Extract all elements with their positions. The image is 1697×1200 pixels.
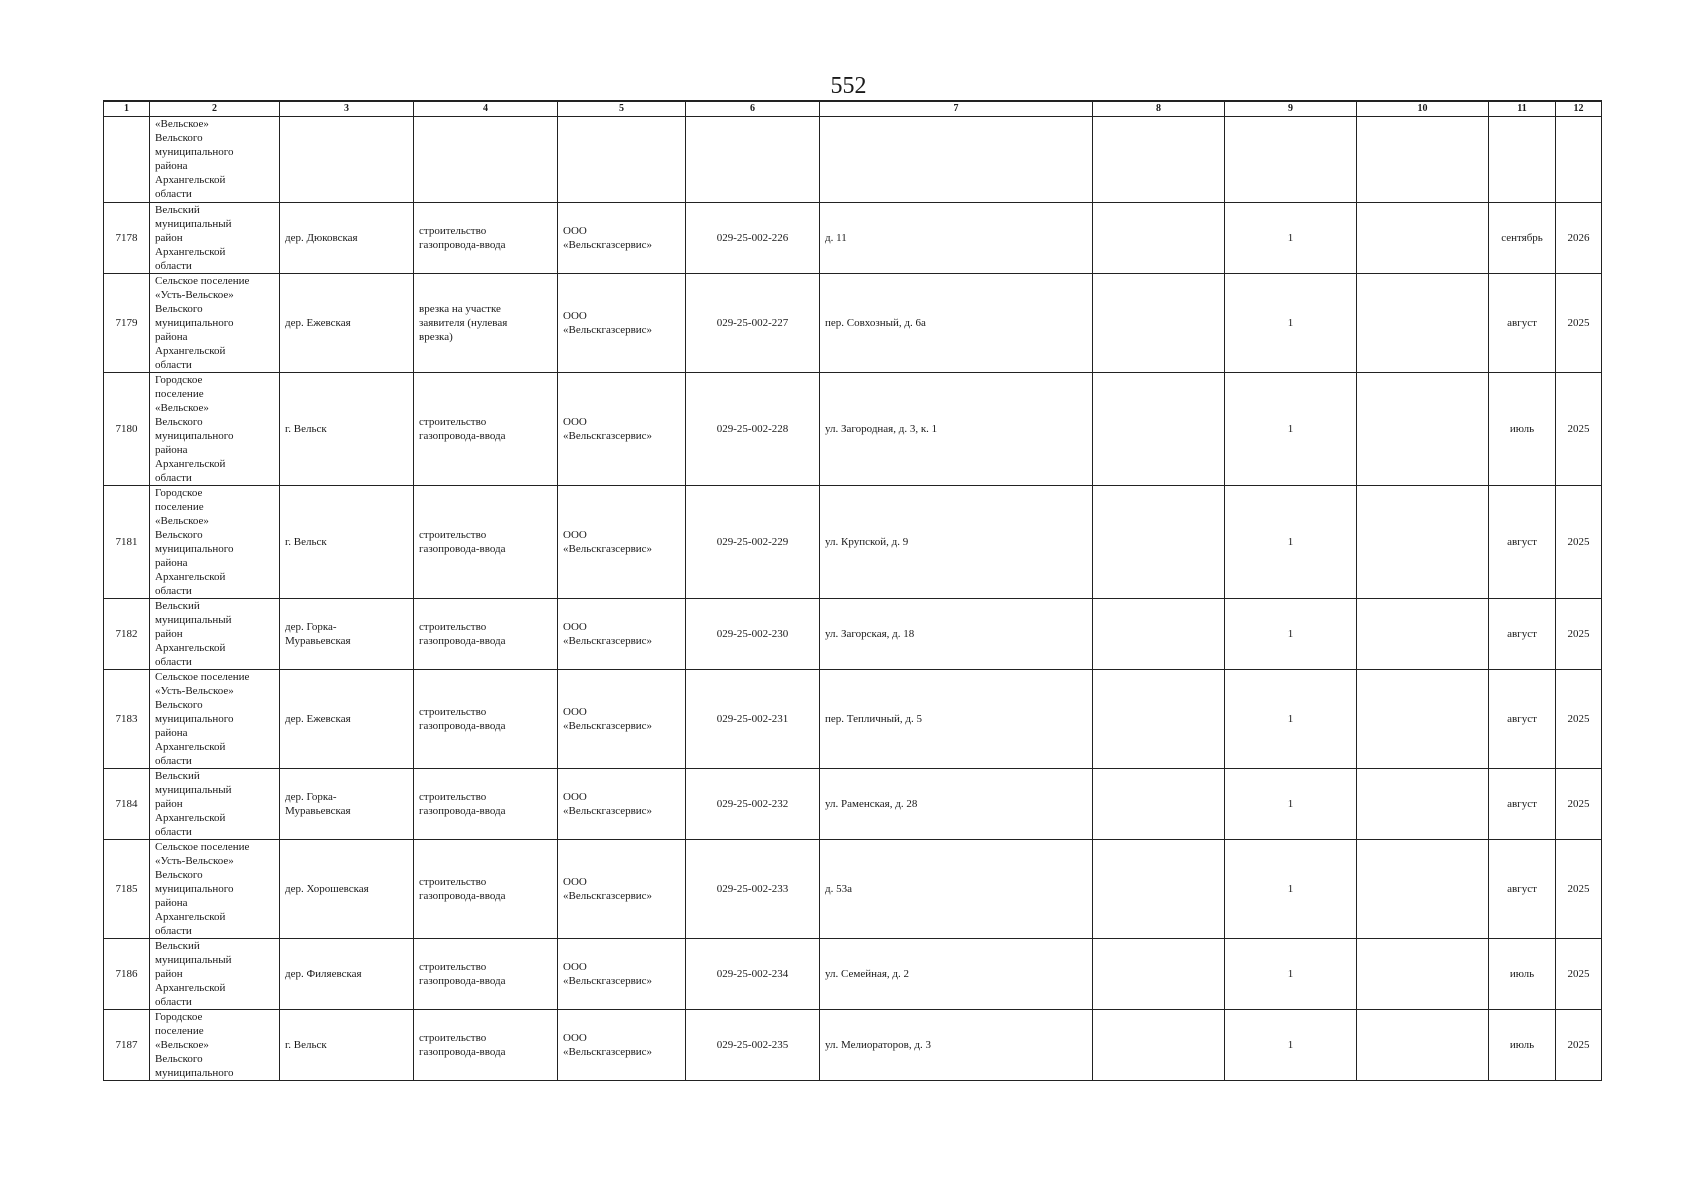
- cell-registration-number: [686, 117, 820, 203]
- cell-locality: [280, 117, 414, 203]
- cell-month: июль: [1489, 373, 1556, 486]
- cell-registration-number: 029-25-002-227: [686, 274, 820, 373]
- cell-organization: ООО «Вельскгазсервис»: [558, 769, 686, 840]
- cell-year: 2025: [1556, 274, 1602, 373]
- cell-empty: [1093, 670, 1225, 769]
- column-header: 8: [1093, 101, 1225, 117]
- cell-number: 7180: [104, 373, 150, 486]
- cell-quantity: [1225, 117, 1357, 203]
- cell-year: 2025: [1556, 840, 1602, 939]
- table-row-continuation: [104, 117, 1602, 203]
- cell-empty: [1357, 769, 1489, 840]
- cell-work-type: строительство газопровода-ввода: [414, 1010, 558, 1081]
- cell-month: август: [1489, 670, 1556, 769]
- cell-municipality: Вельский муниципальный район Архангельской области: [150, 939, 280, 1010]
- cell-empty: [1357, 203, 1489, 274]
- page-number: 552: [830, 73, 867, 99]
- cell-work-type: строительство газопровода-ввода: [414, 486, 558, 599]
- cell-number: 7178: [104, 203, 150, 274]
- cell-municipality: Сельское поселение «Усть-Вельское» Вельского муниципального района Архангельской области: [150, 670, 280, 769]
- cell-address: [820, 117, 1093, 203]
- cell-empty: [1357, 599, 1489, 670]
- cell-organization: ООО «Вельскгазсервис»: [558, 203, 686, 274]
- cell-number: 7183: [104, 670, 150, 769]
- cell-empty: [1357, 1010, 1489, 1081]
- cell-month: август: [1489, 769, 1556, 840]
- cell-organization: ООО «Вельскгазсервис»: [558, 840, 686, 939]
- table-row: [104, 274, 1602, 373]
- cell-year: 2025: [1556, 670, 1602, 769]
- cell-work-type: строительство газопровода-ввода: [414, 203, 558, 274]
- cell-organization: ООО «Вельскгазсервис»: [558, 599, 686, 670]
- cell-locality: дер. Горка- Муравьевская: [280, 599, 414, 670]
- cell-municipality: «Вельское» Вельского муниципального района Архангельской области: [150, 117, 280, 203]
- cell-number: 7186: [104, 939, 150, 1010]
- cell-month: [1489, 117, 1556, 203]
- table-row: [104, 373, 1602, 486]
- cell-locality: дер. Ежевская: [280, 670, 414, 769]
- cell-registration-number: 029-25-002-231: [686, 670, 820, 769]
- cell-empty: [1357, 117, 1489, 203]
- cell-quantity: 1: [1225, 670, 1357, 769]
- cell-organization: ООО «Вельскгазсервис»: [558, 1010, 686, 1081]
- cell-quantity: 1: [1225, 599, 1357, 670]
- cell-empty: [1093, 486, 1225, 599]
- cell-address: ул. Загородная, д. 3, к. 1: [820, 373, 1093, 486]
- cell-empty: [1093, 939, 1225, 1010]
- cell-registration-number: 029-25-002-230: [686, 599, 820, 670]
- column-header: 2: [150, 101, 280, 117]
- column-header: 1: [104, 101, 150, 117]
- cell-municipality: Городское поселение «Вельское» Вельского муниципального района Архангельской области: [150, 373, 280, 486]
- cell-registration-number: 029-25-002-229: [686, 486, 820, 599]
- cell-number: 7182: [104, 599, 150, 670]
- cell-quantity: 1: [1225, 769, 1357, 840]
- cell-empty: [1357, 373, 1489, 486]
- cell-month: август: [1489, 486, 1556, 599]
- cell-organization: ООО «Вельскгазсервис»: [558, 486, 686, 599]
- cell-address: д. 53а: [820, 840, 1093, 939]
- cell-empty: [1093, 203, 1225, 274]
- cell-municipality: Сельское поселение «Усть-Вельское» Вельского муниципального района Архангельской области: [150, 840, 280, 939]
- cell-month: август: [1489, 274, 1556, 373]
- cell-year: 2025: [1556, 1010, 1602, 1081]
- cell-empty: [1357, 274, 1489, 373]
- cell-empty: [1093, 599, 1225, 670]
- table-row: [104, 769, 1602, 840]
- cell-work-type: строительство газопровода-ввода: [414, 599, 558, 670]
- cell-address: ул. Мелиораторов, д. 3: [820, 1010, 1093, 1081]
- cell-organization: ООО «Вельскгазсервис»: [558, 939, 686, 1010]
- column-header: 6: [686, 101, 820, 117]
- cell-quantity: 1: [1225, 840, 1357, 939]
- table-row: [104, 840, 1602, 939]
- cell-address: ул. Крупской, д. 9: [820, 486, 1093, 599]
- table-row: [104, 486, 1602, 599]
- cell-empty: [1093, 840, 1225, 939]
- column-header: 12: [1556, 101, 1602, 117]
- cell-locality: дер. Хорошевская: [280, 840, 414, 939]
- cell-number: 7179: [104, 274, 150, 373]
- cell-empty: [1093, 769, 1225, 840]
- cell-registration-number: 029-25-002-228: [686, 373, 820, 486]
- table-row: [104, 939, 1602, 1010]
- cell-locality: г. Вельск: [280, 486, 414, 599]
- cell-quantity: 1: [1225, 274, 1357, 373]
- cell-empty: [1093, 274, 1225, 373]
- cell-number: 7184: [104, 769, 150, 840]
- cell-empty: [1357, 670, 1489, 769]
- cell-number: 7181: [104, 486, 150, 599]
- column-number-row: [104, 101, 1602, 117]
- cell-empty: [1357, 939, 1489, 1010]
- cell-address: ул. Раменская, д. 28: [820, 769, 1093, 840]
- cell-year: 2025: [1556, 486, 1602, 599]
- cell-work-type: [414, 117, 558, 203]
- cell-address: ул. Загорская, д. 18: [820, 599, 1093, 670]
- cell-work-type: строительство газопровода-ввода: [414, 769, 558, 840]
- cell-number: 7187: [104, 1010, 150, 1081]
- column-header: 5: [558, 101, 686, 117]
- cell-year: [1556, 117, 1602, 203]
- cell-organization: ООО «Вельскгазсервис»: [558, 274, 686, 373]
- cell-year: 2025: [1556, 769, 1602, 840]
- cell-registration-number: 029-25-002-235: [686, 1010, 820, 1081]
- cell-locality: дер. Дюковская: [280, 203, 414, 274]
- cell-organization: ООО «Вельскгазсервис»: [558, 373, 686, 486]
- cell-registration-number: 029-25-002-232: [686, 769, 820, 840]
- column-header: 11: [1489, 101, 1556, 117]
- table-row: [104, 599, 1602, 670]
- column-header: 9: [1225, 101, 1357, 117]
- cell-locality: дер. Ежевская: [280, 274, 414, 373]
- cell-year: 2026: [1556, 203, 1602, 274]
- cell-municipality: Сельское поселение «Усть-Вельское» Вельского муниципального района Архангельской области: [150, 274, 280, 373]
- cell-address: д. 11: [820, 203, 1093, 274]
- cell-work-type: строительство газопровода-ввода: [414, 670, 558, 769]
- cell-empty: [1093, 1010, 1225, 1081]
- cell-empty: [1093, 373, 1225, 486]
- cell-municipality: Городское поселение «Вельское» Вельского муниципального района Архангельской области: [150, 486, 280, 599]
- cell-work-type: врезка на участке заявителя (нулевая врезка): [414, 274, 558, 373]
- column-header: 3: [280, 101, 414, 117]
- cell-quantity: 1: [1225, 486, 1357, 599]
- cell-month: июль: [1489, 939, 1556, 1010]
- cell-quantity: 1: [1225, 939, 1357, 1010]
- cell-municipality: Вельский муниципальный район Архангельской области: [150, 599, 280, 670]
- cell-registration-number: 029-25-002-226: [686, 203, 820, 274]
- cell-quantity: 1: [1225, 373, 1357, 486]
- cell-locality: дер. Филяевская: [280, 939, 414, 1010]
- cell-empty: [1357, 486, 1489, 599]
- cell-year: 2025: [1556, 599, 1602, 670]
- cell-quantity: 1: [1225, 203, 1357, 274]
- cell-empty: [1093, 117, 1225, 203]
- cell-month: август: [1489, 840, 1556, 939]
- cell-municipality: Вельский муниципальный район Архангельской области: [150, 769, 280, 840]
- cell-year: 2025: [1556, 939, 1602, 1010]
- column-header: 4: [414, 101, 558, 117]
- cell-work-type: строительство газопровода-ввода: [414, 840, 558, 939]
- cell-locality: г. Вельск: [280, 1010, 414, 1081]
- column-header: 10: [1357, 101, 1489, 117]
- cell-number: 7185: [104, 840, 150, 939]
- cell-registration-number: 029-25-002-234: [686, 939, 820, 1010]
- cell-address: пер. Совхозный, д. 6а: [820, 274, 1093, 373]
- cell-municipality: Городское поселение «Вельское» Вельского муниципального: [150, 1010, 280, 1081]
- cell-work-type: строительство газопровода-ввода: [414, 373, 558, 486]
- cell-address: ул. Семейная, д. 2: [820, 939, 1093, 1010]
- cell-organization: ООО «Вельскгазсервис»: [558, 670, 686, 769]
- cell-municipality: Вельский муниципальный район Архангельской области: [150, 203, 280, 274]
- cell-locality: г. Вельск: [280, 373, 414, 486]
- cell-empty: [1357, 840, 1489, 939]
- cell-locality: дер. Горка- Муравьевская: [280, 769, 414, 840]
- data-table: [103, 100, 1602, 1081]
- cell-work-type: строительство газопровода-ввода: [414, 939, 558, 1010]
- column-header: 7: [820, 101, 1093, 117]
- cell-month: июль: [1489, 1010, 1556, 1081]
- cell-organization: [558, 117, 686, 203]
- table-row: [104, 203, 1602, 274]
- cell-address: пер. Тепличный, д. 5: [820, 670, 1093, 769]
- cell-year: 2025: [1556, 373, 1602, 486]
- cell-registration-number: 029-25-002-233: [686, 840, 820, 939]
- table-row: [104, 1010, 1602, 1081]
- cell-month: сентябрь: [1489, 203, 1556, 274]
- cell-month: август: [1489, 599, 1556, 670]
- cell-quantity: 1: [1225, 1010, 1357, 1081]
- table-row: [104, 670, 1602, 769]
- cell-number: [104, 117, 150, 203]
